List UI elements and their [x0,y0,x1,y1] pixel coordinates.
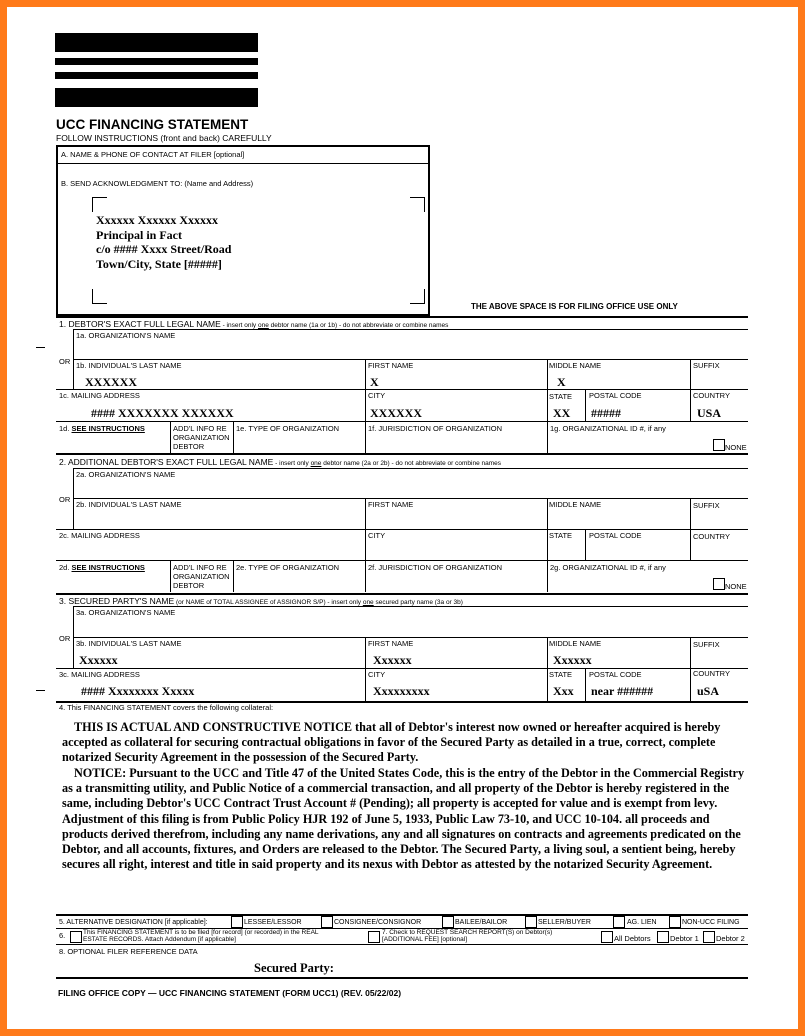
non-ucc-checkbox[interactable] [669,916,681,928]
secured-party-label: Secured Party: [254,961,334,975]
last-name-label: 1b. INDIVIDUAL'S LAST NAME [76,361,182,370]
debtor-mailing: #### XXXXXXX XXXXXX [91,406,234,420]
country-label: COUNTRY [693,391,730,400]
first-name-label: FIRST NAME [368,639,414,648]
secured-first-name: Xxxxxx [373,653,412,667]
contact-label: A. NAME & PHONE OF CONTACT AT FILER [optional] [61,150,245,159]
country-label: COUNTRY [693,669,730,678]
search-option: All Debtors [614,934,651,943]
suffix-label: SUFFIX [693,361,720,370]
secured-state: Xxx [553,684,574,698]
seller-buyer-checkbox[interactable] [525,916,537,928]
or-label: OR [59,495,71,504]
jurisdiction-label: 1f. JURISDICTION OF ORGANIZATION [368,424,503,433]
search-option: Debtor 2 [716,934,745,943]
org-id-label: 2g. ORGANIZATIONAL ID #, if any [550,563,666,572]
redaction-bar [55,72,258,79]
debtor-city: XXXXXX [370,406,422,420]
last-name-label: 3b. INDIVIDUAL'S LAST NAME [76,639,182,648]
secured-middle-name: Xxxxxx [553,653,592,667]
org-name-label: 3a. ORGANIZATION'S NAME [76,608,176,617]
see-instructions-2[interactable]: 2d. SEE INSTRUCTIONS [59,563,145,572]
ack-line: Xxxxxx Xxxxxx Xxxxxx [96,213,218,227]
all-debtors-checkbox[interactable] [601,931,613,943]
addendum-checkbox[interactable] [368,931,380,943]
ack-address [96,213,231,271]
debtor-middle-name: X [557,375,566,389]
org-type-label: 1e. TYPE OF ORGANIZATION [236,424,340,433]
city-label: CITY [368,670,386,679]
ack-line: Town/City, State [#####] [96,256,222,271]
secured-country: uSA [697,684,720,698]
ack-line: Principal in Fact [96,227,182,242]
form-title: UCC FINANCING STATEMENT [56,117,249,132]
none-checkbox[interactable] [713,439,725,451]
none-label: NONE [725,443,747,452]
city-label: CITY [368,391,386,400]
collateral-label: 4. This FINANCING STATEMENT covers the following collateral: [59,703,274,712]
alt-option: BAILEE/BAILOR [455,919,508,926]
section-3-heading: 3. SECURED PARTY'S NAME (or NAME of TOTAL ASSIGNEE of ASSIGNOR S/P) - insert only one secured party name (3a or 3b) [59,596,463,606]
contact-box [56,145,430,316]
none-label: NONE [725,582,747,591]
alt-option: CONSIGNEE/CONSIGNOR [334,919,422,926]
city-label: CITY [368,531,386,540]
mailing-label: 3c. MAILING ADDRESS [59,670,140,679]
jurisdiction-label: 2f. JURISDICTION OF ORGANIZATION [368,563,503,572]
alt-option: NON-UCC FILING [682,919,740,926]
section-2-heading: 2. ADDITIONAL DEBTOR'S EXACT FULL LEGAL NAME - insert only one debtor name (2a or 2b) - do not abbreviate or combine names [59,457,501,467]
first-name-label: FIRST NAME [368,500,414,509]
suffix-label: SUFFIX [693,640,720,649]
see-instructions-1[interactable]: 1d. SEE INSTRUCTIONS [59,424,145,433]
or-label: OR [59,357,71,366]
debtor-postal: ##### [591,406,621,420]
secured-city: Xxxxxxxxx [373,684,430,698]
redaction-bar [55,33,258,52]
addl-info-1: ADD'L INFO RE ORGANIZATION DEBTOR [173,424,230,451]
form-page [7,7,798,1029]
filing-office-note: THE ABOVE SPACE IS FOR FILING OFFICE USE ONLY [471,302,678,311]
debtor-last-name: XXXXXX [85,375,137,389]
alt-option: SELLER/BUYER [538,919,591,926]
debtor-2-checkbox[interactable] [703,931,715,943]
secured-mailing: #### Xxxxxxxx Xxxxx [81,684,195,698]
section-7-text: 7. Check to REQUEST SEARCH REPORT(S) on Debtor(s) [ADDITIONAL FEE] [optional] [382,929,553,943]
state-label: STATE [549,531,573,540]
alt-option: LESSEE/LESSOR [244,919,302,926]
org-id-label: 1g. ORGANIZATIONAL ID #, if any [550,424,666,433]
org-name-label: 2a. ORGANIZATION'S NAME [76,470,176,479]
last-name-label: 2b. INDIVIDUAL'S LAST NAME [76,500,182,509]
middle-name-label: MIDDLE NAME [549,500,602,509]
suffix-label: SUFFIX [693,501,720,510]
org-name-label: 1a. ORGANIZATION'S NAME [76,331,176,340]
collateral-paragraph-2: NOTICE: Pursuant to the UCC and Title 47 of the United States Code, this is the entry of the Debtor in the Commercial Registry as a transmitting utility, and Public Notice of a commercial transaction, and all property of the Debtor is hereby registered in the same, including Debtor's UCC Contract Trust Account # (Pending); all property is accepted for value and is exempt from levy. Adjustment of this filing is from Public Policy HJR 192 of June 5, 1933, Public Law 73-10, and UCC 10-104. all proceeds and products derived therefrom, including any name derivations, any and all signatures on contracts and agreements predicated on the Debtor, and all accounts, fixtures, and Orders are released to the Debtor. The Secured Party, a living soul, a sentient being, hereby secures all right, interest and title in said property and its nexus with Debtor as attested by the notarized Security Agreement. [62,766,745,872]
mailing-label: 1c. MAILING ADDRESS [59,391,140,400]
redaction-bar [55,88,258,107]
debtor-first-name: X [370,375,379,389]
debtor-country: USA [697,406,722,420]
debtor-state: XX [553,406,571,420]
consignee-checkbox[interactable] [321,916,333,928]
middle-name-label: MIDDLE NAME [549,639,602,648]
state-label: STATE [549,670,573,679]
alt-option: AG. LIEN [627,919,657,926]
filer-reference-label: 8. OPTIONAL FILER REFERENCE DATA [59,947,198,956]
addl-info-2: ADD'L INFO RE ORGANIZATION DEBTOR [173,563,230,590]
secured-last-name: Xxxxxx [79,653,118,667]
or-label: OR [59,634,71,643]
state-label: STATE [549,392,573,401]
collateral-paragraph-1: THIS IS ACTUAL AND CONSTRUCTIVE NOTICE that all of Debtor's interest now owned or hereafter acquired is hereby accepted as collateral for securing contractual obligations in favor of the Secured Party as detailed in a true, correct, complete notarized Security Agreement in the possession of the Secured Party. [62,720,721,765]
section-1-heading: 1. DEBTOR'S EXACT FULL LEGAL NAME - insert only one debtor name (1a or 1b) - do not abbreviate or combine names [59,319,449,329]
instructions-note: FOLLOW INSTRUCTIONS (front and back) CAREFULLY [56,133,272,143]
postal-label: POSTAL CODE [589,391,642,400]
country-label: COUNTRY [693,532,730,541]
lessee-lessor-checkbox[interactable] [231,916,243,928]
footer-note: FILING OFFICE COPY — UCC FINANCING STATEMENT (FORM UCC1) (REV. 05/22/02) [58,988,402,998]
section-6-num: 6. [59,931,66,940]
debtor-1-checkbox[interactable] [657,931,669,943]
none-checkbox[interactable] [713,578,725,590]
secured-postal: near ###### [591,684,654,698]
real-estate-checkbox[interactable] [70,931,82,943]
bailee-checkbox[interactable] [442,916,454,928]
alt-designation-label: 5. ALTERNATIVE DESIGNATION [if applicable]: [59,919,208,926]
postal-label: POSTAL CODE [589,531,642,540]
org-type-label: 2e. TYPE OF ORGANIZATION [236,563,340,572]
first-name-label: FIRST NAME [368,361,414,370]
redaction-bar [55,58,258,65]
middle-name-label: MIDDLE NAME [549,361,602,370]
mailing-label: 2c. MAILING ADDRESS [59,531,140,540]
section-6-text: This FINANCING STATEMENT is to be filed [for record] (or recorded) in the REAL ESTATE RECORDS. Attach Addendum [if applicable] [83,929,319,943]
ack-line: c/o #### Xxxx Street/Road [96,242,232,256]
ack-label: B. SEND ACKNOWLEDGMENT TO: (Name and Address) [61,179,254,188]
search-option: Debtor 1 [670,934,699,943]
ag-lien-checkbox[interactable] [613,916,625,928]
postal-label: POSTAL CODE [589,670,642,679]
